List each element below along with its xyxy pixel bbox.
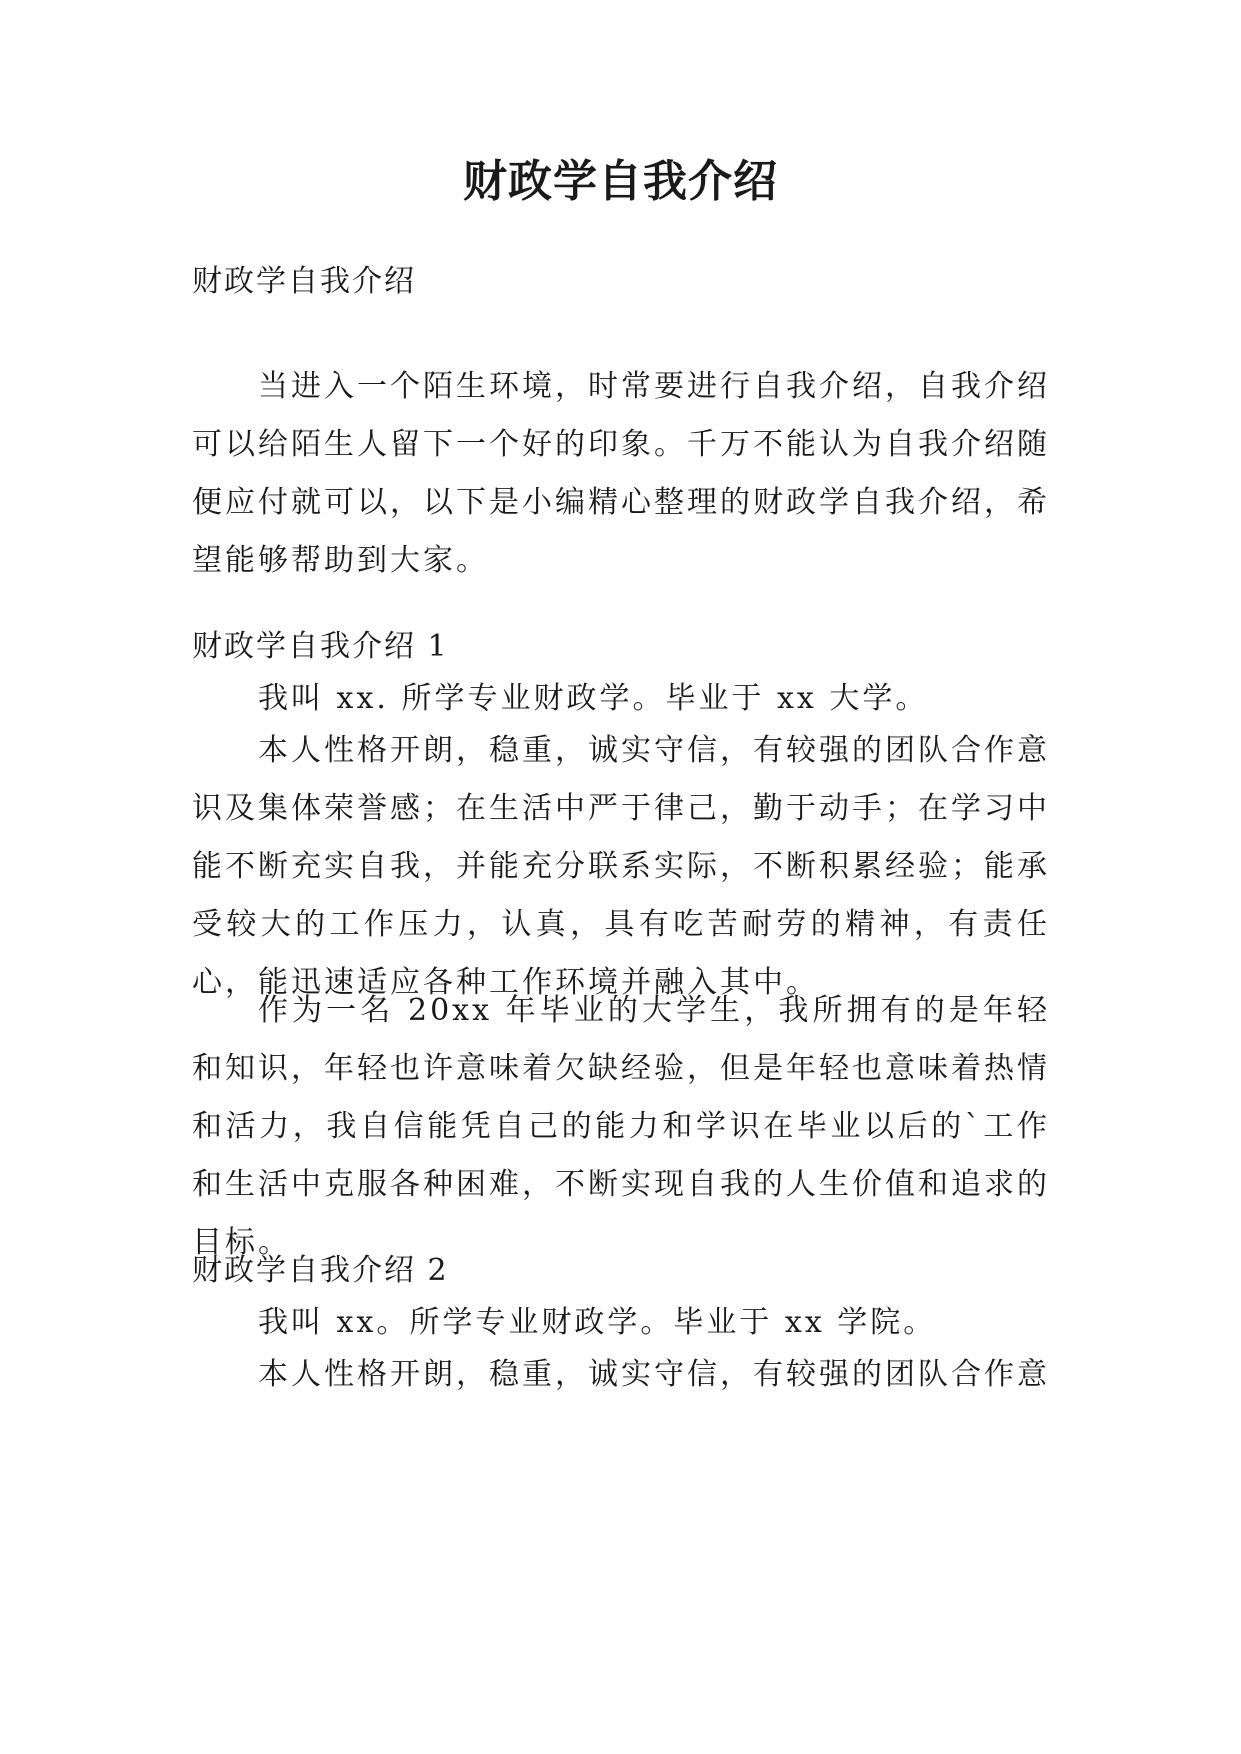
section-1-heading: 财政学自我介绍 1 [192,629,449,664]
section-1-paragraph-3: 作为一名 20xx 年毕业的大学生，我所拥有的是年轻和知识，年轻也许意味着欠缺经验，但是年轻也意味着热情和活力，我自信能凭自己的能力和学识在毕业以后的`工作和生活中克服各种困难，不断实现自我的人生价值和追求的目标。 [192,993,1050,1260]
intro-paragraph: 当进入一个陌生环境，时常要进行自我介绍，自我介绍可以给陌生人留下一个好的印象。千万不能认为自我介绍随便应付就可以，以下是小编精心整理的财政学自我介绍，希望能够帮助到大家。 [192,369,1050,578]
document-subtitle: 财政学自我介绍 [192,264,416,299]
section-1-paragraph-1: 我叫 xx. 所学专业财政学。毕业于 xx 大学。 [258,681,929,716]
section-2-paragraph-2: 本人性格开朗，稳重，诚实守信，有较强的团队合作意 [258,1357,1050,1392]
section-2-paragraph-1: 我叫 xx。所学专业财政学。毕业于 xx 学院。 [258,1305,937,1340]
document-title: 财政学自我介绍 [463,156,778,207]
section-1-paragraph-2: 本人性格开朗，稳重，诚实守信，有较强的团队合作意识及集体荣誉感；在生活中严于律己，勤于动手；在学习中能不断充实自我，并能充分联系实际，不断积累经验；能承受较大的工作压力，认真，具有吃苦耐劳的精神，有责任心，能迅速适应各种工作环境并融入其中。 [192,733,1050,1000]
section-2-heading: 财政学自我介绍 2 [192,1253,449,1288]
